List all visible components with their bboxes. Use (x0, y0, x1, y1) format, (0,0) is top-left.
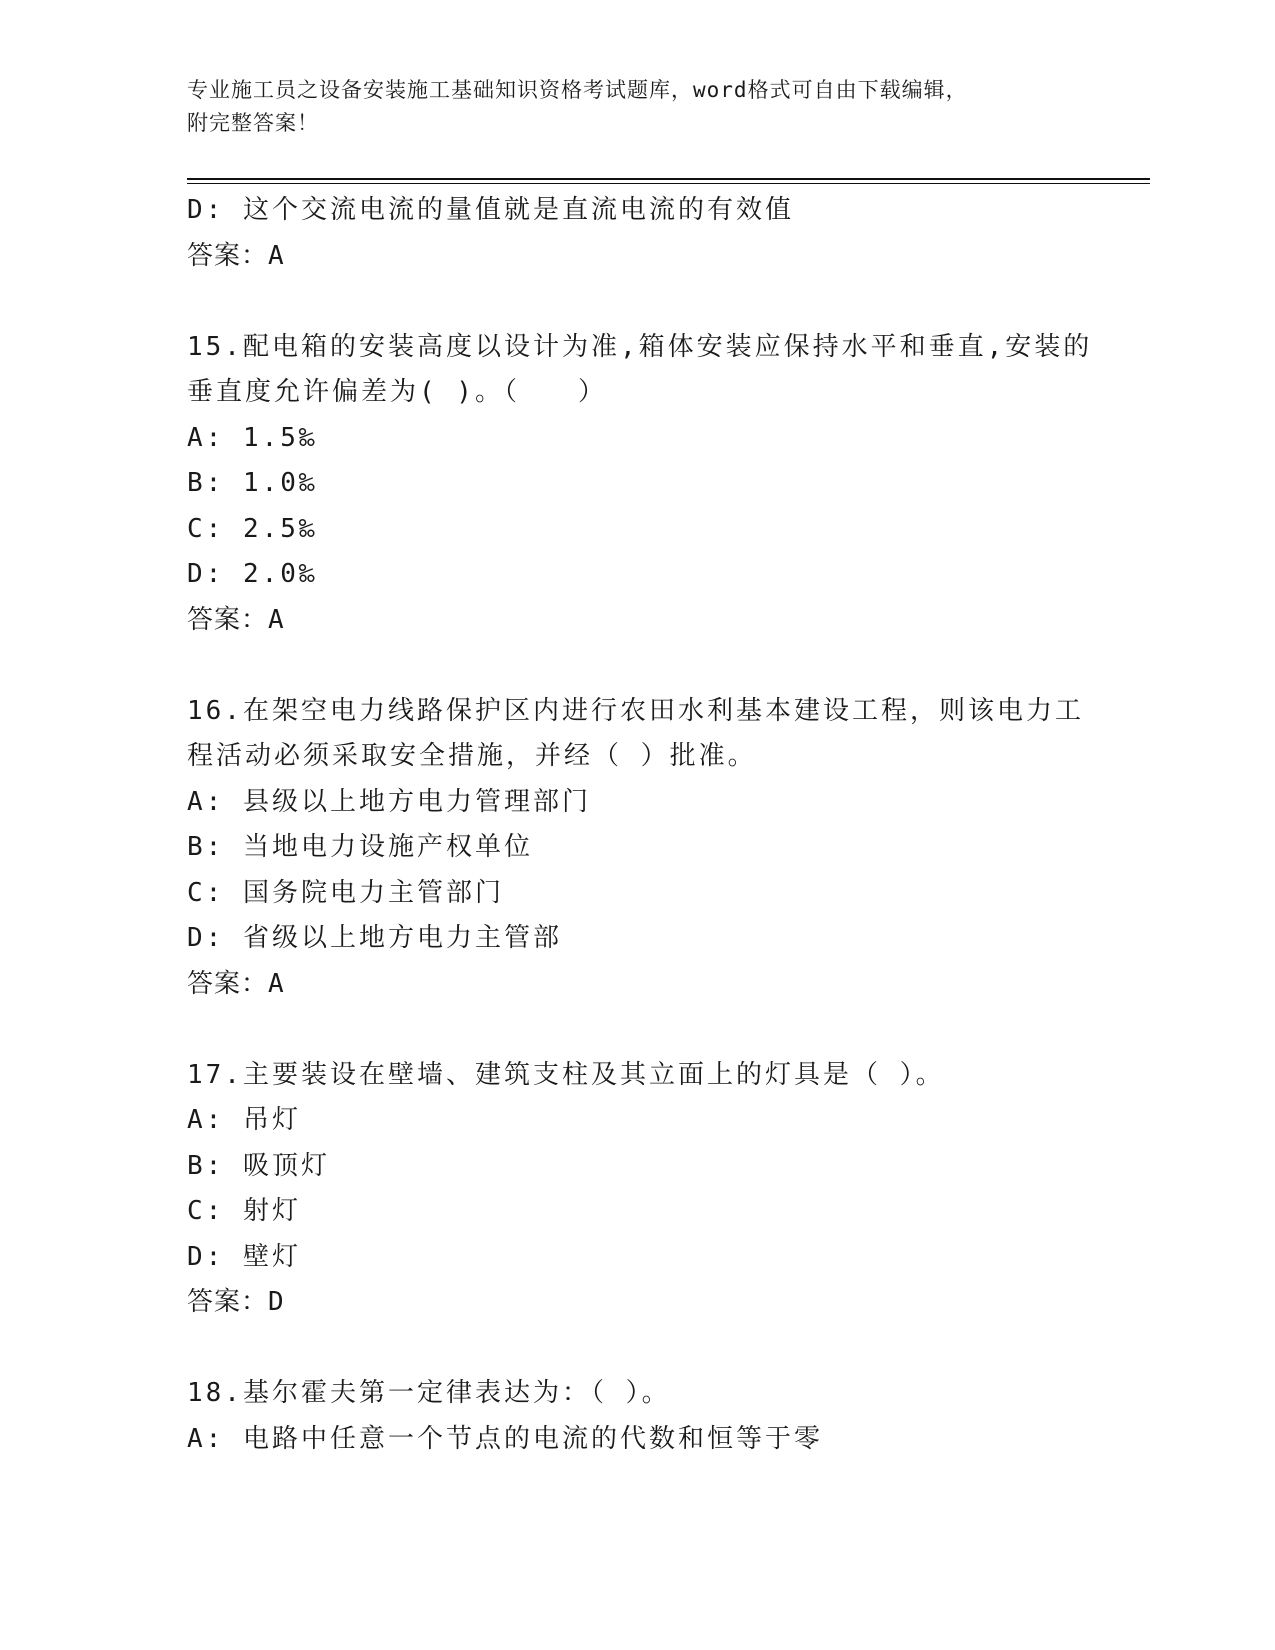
question-18 (187, 1371, 1147, 1462)
header-line-1: 专业施工员之设备安装施工基础知识资格考试题库，word格式可自由下载编辑， (187, 78, 968, 102)
spacer (187, 643, 1147, 689)
option-b: B: 当地电力设施产权单位 (187, 832, 533, 862)
option-a: A: 1.5‰ (187, 422, 318, 453)
question-stem-line: 垂直度允许偏差为( )。（ ） (187, 377, 607, 407)
answer-line: 答案：A (187, 968, 285, 999)
answer-line: 答案：A (187, 604, 285, 635)
option-a: A: 电路中任意一个节点的电流的代数和恒等于零 (187, 1423, 823, 1454)
answer-line: 答案：D (187, 1287, 285, 1317)
question-stem-line: 18.基尔霍夫第一定律表达为：（ ）。 (187, 1378, 671, 1408)
option-c: C: 射灯 (187, 1196, 301, 1226)
option-b: B: 吸顶灯 (187, 1150, 330, 1181)
spacer (187, 279, 1147, 325)
spacer (187, 1326, 1147, 1372)
question-15 (187, 325, 1147, 644)
option-a: A: 吊灯 (187, 1105, 301, 1135)
question-stem-line: 15.配电箱的安装高度以设计为准,箱体安装应保持水平和垂直,安装的 (187, 331, 1093, 362)
question-stem-line: 17.主要装设在壁墙、建筑支柱及其立面上的灯具是（ ）。 (187, 1059, 945, 1090)
question-17 (187, 1053, 1147, 1326)
option-b: B: 1.0‰ (187, 468, 318, 498)
header-divider-thick (187, 178, 1150, 180)
question-stem-line: 16.在架空电力线路保护区内进行农田水利基本建设工程，则该电力工 (187, 695, 1084, 726)
option-a: A: 县级以上地方电力管理部门 (187, 786, 591, 817)
option-d: D: 2.0‰ (187, 559, 318, 589)
option-c: C: 国务院电力主管部门 (187, 877, 504, 908)
answer-line: 答案：A (187, 240, 285, 271)
option-d: D: 省级以上地方电力主管部 (187, 923, 562, 953)
header-divider-thin (187, 183, 1150, 184)
header-line-2: 附完整答案！ (187, 111, 319, 135)
question-16 (187, 689, 1147, 1008)
question-list (187, 188, 1147, 1462)
question-stem-line: 程活动必须采取安全措施，并经（ ）批准。 (187, 741, 757, 771)
document-header (187, 74, 1147, 140)
option-d: D: 这个交流电流的量值就是直流电流的有效值 (187, 195, 794, 225)
spacer (187, 1007, 1147, 1053)
option-c: C: 2.5‰ (187, 513, 318, 544)
option-d: D: 壁灯 (187, 1241, 301, 1272)
